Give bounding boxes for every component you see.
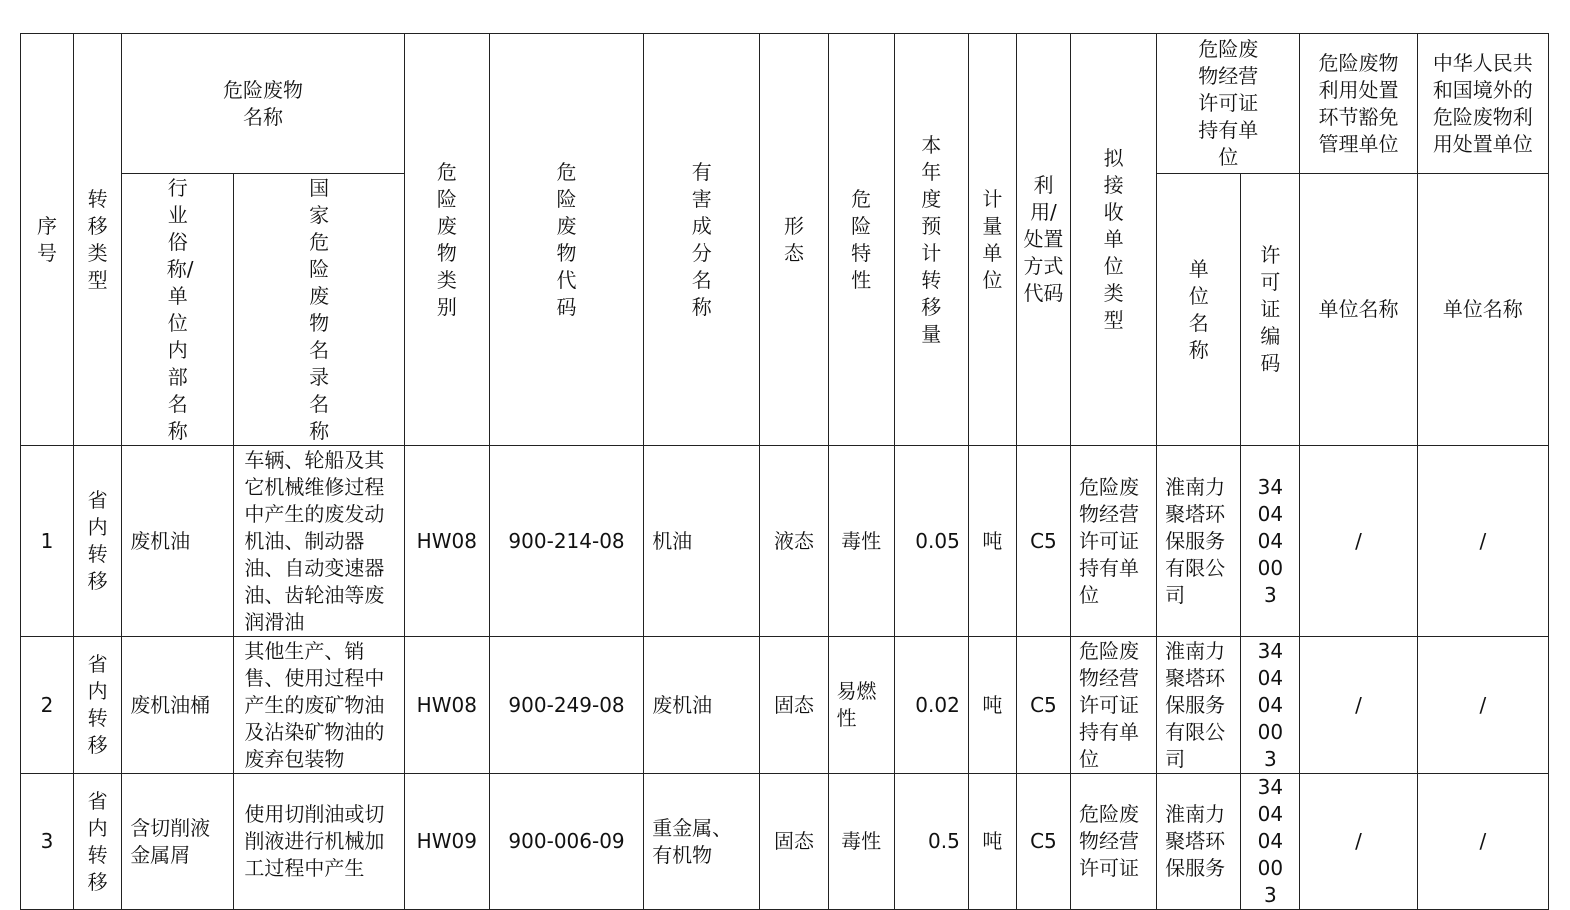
cell-harmful: 机油 — [644, 446, 760, 637]
cell-foreign-unit-name: / — [1417, 446, 1548, 637]
cell-amount: 0.05 — [894, 446, 968, 637]
cell-unit: 吨 — [968, 446, 1016, 637]
table-row — [21, 774, 1549, 910]
cell-license-unit-name: 淮南力聚塔环保服务 — [1157, 774, 1241, 910]
header-amount: 本年度预计转移量 — [894, 34, 968, 446]
cell-license-unit-name: 淮南力聚塔环保服务有限公司 — [1157, 637, 1241, 774]
cell-unit: 吨 — [968, 774, 1016, 910]
header-method: 利用/处置方式代码 — [1016, 34, 1070, 446]
cell-code: 900-006-09 — [489, 774, 643, 910]
cell-license-code: 340404003 — [1241, 774, 1300, 910]
cell-property: 易燃性 — [828, 637, 894, 774]
table-row — [21, 446, 1549, 637]
cell-category: HW08 — [404, 637, 489, 774]
header-receiver-type: 拟接收单位类型 — [1070, 34, 1156, 446]
cell-license-unit-name: 淮南力聚塔环保服务有限公司 — [1157, 446, 1241, 637]
cell-foreign-unit-name: / — [1417, 774, 1548, 910]
cell-receiver-type: 危险废物经营许可证 — [1070, 774, 1156, 910]
cell-category: HW08 — [404, 446, 489, 637]
cell-unit: 吨 — [968, 637, 1016, 774]
header-license-unit-name: 单位名称 — [1157, 174, 1241, 446]
header-harmful: 有害成分名称 — [644, 34, 760, 446]
header-exempt-unit-name: 单位名称 — [1300, 174, 1417, 446]
cell-national-name: 其他生产、销售、使用过程中产生的废矿物油及沾染矿物油的废弃包装物 — [234, 637, 404, 774]
cell-category: HW09 — [404, 774, 489, 910]
header-form: 形态 — [760, 34, 828, 446]
header-license-group: 危险废物经营许可证持有单位 — [1157, 34, 1300, 174]
cell-industry-name: 废机油 — [122, 446, 234, 637]
cell-property: 毒性 — [828, 446, 894, 637]
header-property: 危险特性 — [828, 34, 894, 446]
cell-exempt-unit-name: / — [1300, 446, 1417, 637]
cell-property: 毒性 — [828, 774, 894, 910]
header-category: 危险废物类别 — [404, 34, 489, 446]
header-unit: 计量单位 — [968, 34, 1016, 446]
cell-code: 900-249-08 — [489, 637, 643, 774]
header-license-code: 许可证编码 — [1241, 174, 1300, 446]
cell-license-code: 340404003 — [1241, 446, 1300, 637]
cell-seq: 3 — [21, 774, 74, 910]
cell-seq: 1 — [21, 446, 74, 637]
cell-amount: 0.5 — [894, 774, 968, 910]
cell-industry-name: 含切削液金属屑 — [122, 774, 234, 910]
cell-industry-name: 废机油桶 — [122, 637, 234, 774]
header-foreign-group: 中华人民共和国境外的危险废物利用处置单位 — [1417, 34, 1548, 174]
cell-method: C5 — [1016, 774, 1070, 910]
table-row — [21, 637, 1549, 774]
cell-transfer-type: 省内转移 — [74, 774, 122, 910]
cell-seq: 2 — [21, 637, 74, 774]
hazardous-waste-transfer-table — [20, 33, 1549, 910]
header-seq: 序号 — [21, 34, 74, 446]
header-foreign-unit-name: 单位名称 — [1417, 174, 1548, 446]
cell-form: 固态 — [760, 637, 828, 774]
header-waste-name-group: 危险废物名称 — [122, 34, 405, 174]
cell-code: 900-214-08 — [489, 446, 643, 637]
header-national-name: 国家危险废物名录名称 — [234, 174, 404, 446]
cell-transfer-type: 省内转移 — [74, 637, 122, 774]
header-transfer-type: 转移类型 — [74, 34, 122, 446]
cell-receiver-type: 危险废物经营许可证持有单位 — [1070, 637, 1156, 774]
cell-harmful: 重金属、有机物 — [644, 774, 760, 910]
header-industry-name: 行业俗称/单位内部名称 — [122, 174, 234, 446]
cell-form: 固态 — [760, 774, 828, 910]
cell-amount: 0.02 — [894, 637, 968, 774]
cell-transfer-type: 省内转移 — [74, 446, 122, 637]
header-exempt-group: 危险废物利用处置环节豁免管理单位 — [1300, 34, 1417, 174]
cell-exempt-unit-name: / — [1300, 637, 1417, 774]
cell-national-name: 车辆、轮船及其它机械维修过程中产生的废发动机油、制动器油、自动变速器油、齿轮油等废润滑油 — [234, 446, 404, 637]
cell-receiver-type: 危险废物经营许可证持有单位 — [1070, 446, 1156, 637]
cell-national-name: 使用切削油或切削液进行机械加工过程中产生 — [234, 774, 404, 910]
cell-form: 液态 — [760, 446, 828, 637]
cell-exempt-unit-name: / — [1300, 774, 1417, 910]
cell-license-code: 340404003 — [1241, 637, 1300, 774]
cell-foreign-unit-name: / — [1417, 637, 1548, 774]
cell-method: C5 — [1016, 446, 1070, 637]
header-code: 危险废物代码 — [489, 34, 643, 446]
cell-method: C5 — [1016, 637, 1070, 774]
cell-harmful: 废机油 — [644, 637, 760, 774]
